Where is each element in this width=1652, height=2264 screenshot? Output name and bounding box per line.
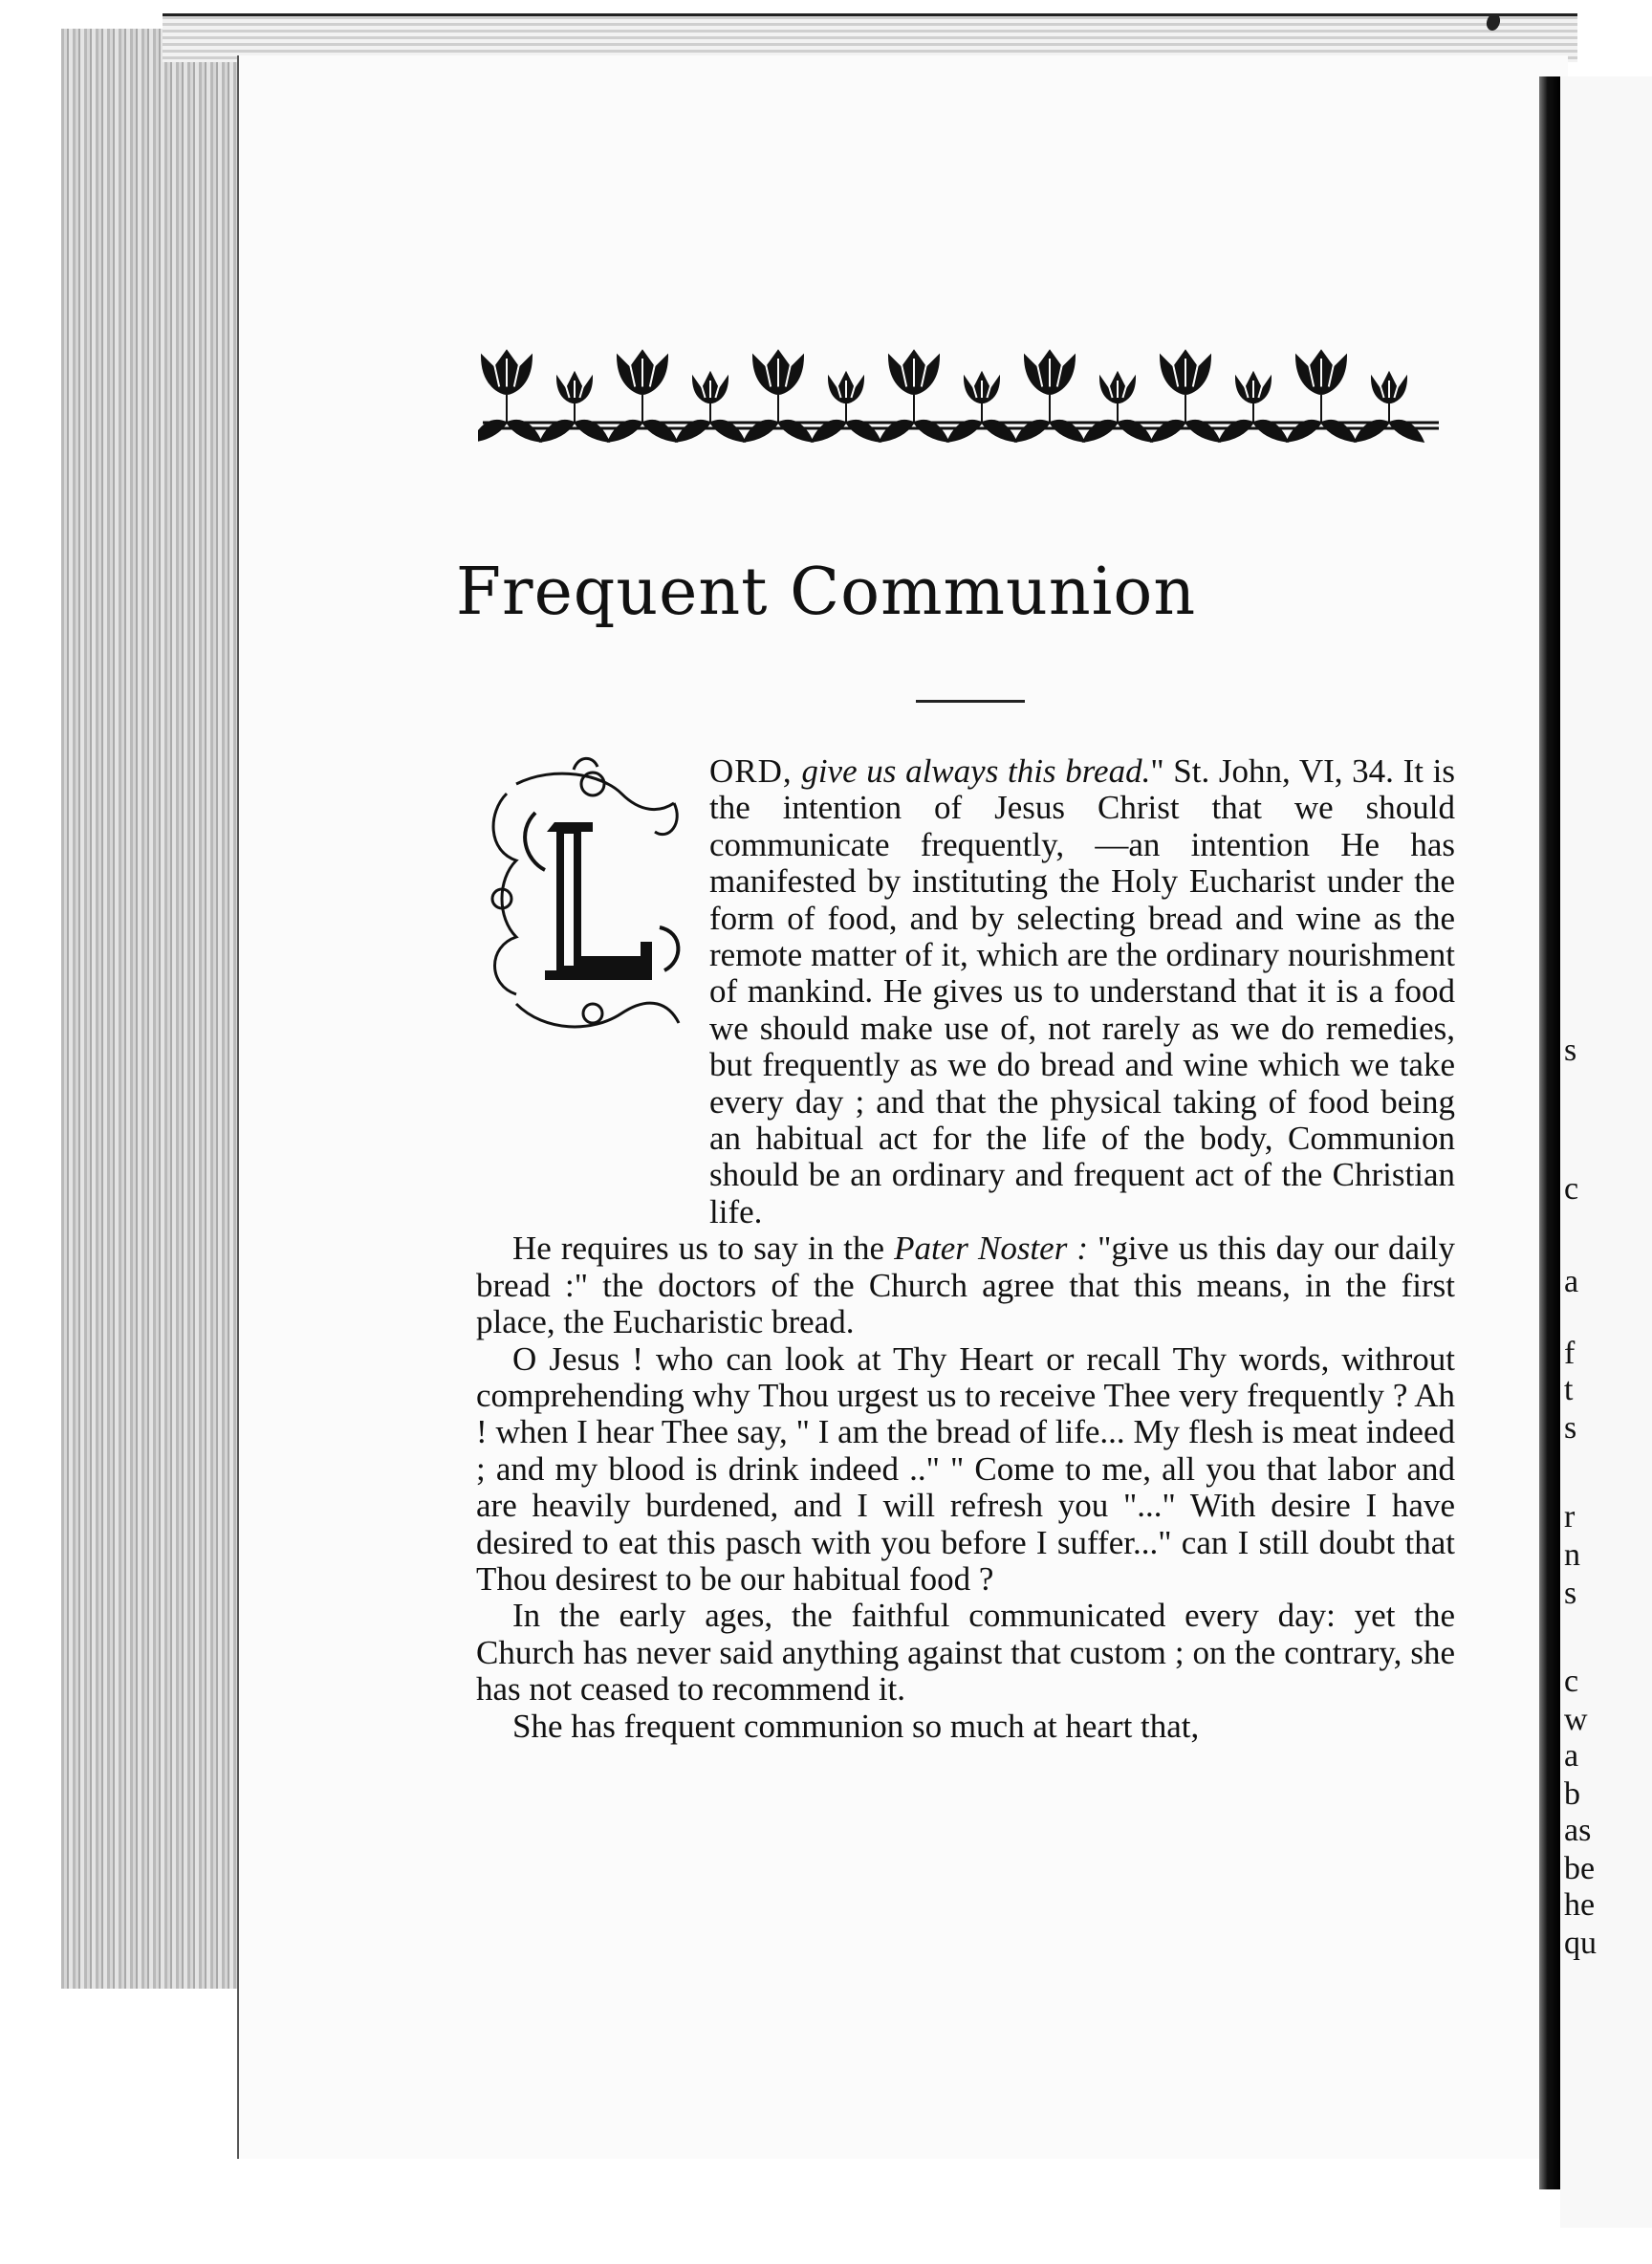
title-rule xyxy=(916,700,1025,703)
facing-page-letter: a xyxy=(1564,1738,1579,1774)
drop-cap-continuation: ORD, xyxy=(709,752,793,790)
paragraph-text: " St. John, VI, 34. It is the intention of Jesus Christ that we should communicate frequently, —an intention He has manifested by instituting the Holy Eucharist under the form of food, and by selecting bread and wine as the remote matter of it, which are the ordinary nourishment of mankind. He gives us to understand that it is a food we should make use of, not rarely as we do remedies, but frequently as we do bread and wine which we take every day ; and that the physical taking of food being an habitual act for the life of the body, Communion should be an ordinary and frequent act of the Christian life. xyxy=(709,752,1455,1230)
facing-page-letter: s xyxy=(1564,1576,1577,1611)
facing-page-letter: r xyxy=(1564,1499,1576,1535)
facing-page-letter: f xyxy=(1564,1336,1576,1371)
facing-page-letter: as xyxy=(1564,1813,1592,1848)
paragraph: In the early ages, the faithful communicated every day: yet the Church has never said anything against that custom ; on the contrary, she has not ceased to recommend it. xyxy=(476,1597,1455,1709)
chapter-title: Frequent Communion xyxy=(455,555,1197,630)
facing-page-letter: b xyxy=(1564,1776,1580,1812)
facing-page-fragment xyxy=(1560,76,1652,2228)
book-page-edges xyxy=(61,29,246,1989)
italic-phrase: Pater Noster : xyxy=(894,1230,1089,1268)
facing-page-letter: w xyxy=(1564,1702,1588,1737)
facing-page-letter: a xyxy=(1564,1264,1579,1299)
floral-headpiece-ornament xyxy=(478,316,1444,468)
facing-page-letter: qu xyxy=(1564,1926,1597,1961)
facing-page-letter: he xyxy=(1564,1887,1596,1923)
facing-page-letter: n xyxy=(1564,1537,1580,1573)
paragraph-text: He requires us to say in the xyxy=(512,1230,895,1268)
facing-page-letter: s xyxy=(1564,1410,1577,1446)
facing-page-letter: c xyxy=(1564,1664,1579,1699)
scripture-quote: give us always this bread. xyxy=(792,752,1151,790)
facing-page-letter: c xyxy=(1564,1171,1579,1207)
paragraph-text: "give us this day our daily bread :" the doctors of the Church agree that this means, in the first place, the Eucharistic bread. xyxy=(476,1230,1455,1341)
paragraph xyxy=(476,1230,1455,1340)
body-text xyxy=(476,753,1455,1745)
facing-page-letter: be xyxy=(1564,1851,1596,1886)
facing-page-letter: t xyxy=(1564,1372,1574,1407)
facing-page-letter: s xyxy=(1564,1033,1577,1068)
paragraph: O Jesus ! who can look at Thy Heart or recall Thy words, withrout comprehending why Thou urgest us to receive Thee very frequently ? Ah ! when I hear Thee say, " I am the bread of life... My flesh is meat indeed ; and my blood is drink indeed .." " Come to me, all you that labor and are heavily burdened, and I will refresh you "..." With desire I have desired to eat this pasch with you before I suffer..." can I still doubt that Thou desirest to be our habitual food ? xyxy=(476,1339,1455,1598)
paragraph: She has frequent communion so much at heart that, xyxy=(512,1707,1200,1745)
paragraph xyxy=(476,753,1455,1230)
book-gutter xyxy=(1539,76,1560,2189)
